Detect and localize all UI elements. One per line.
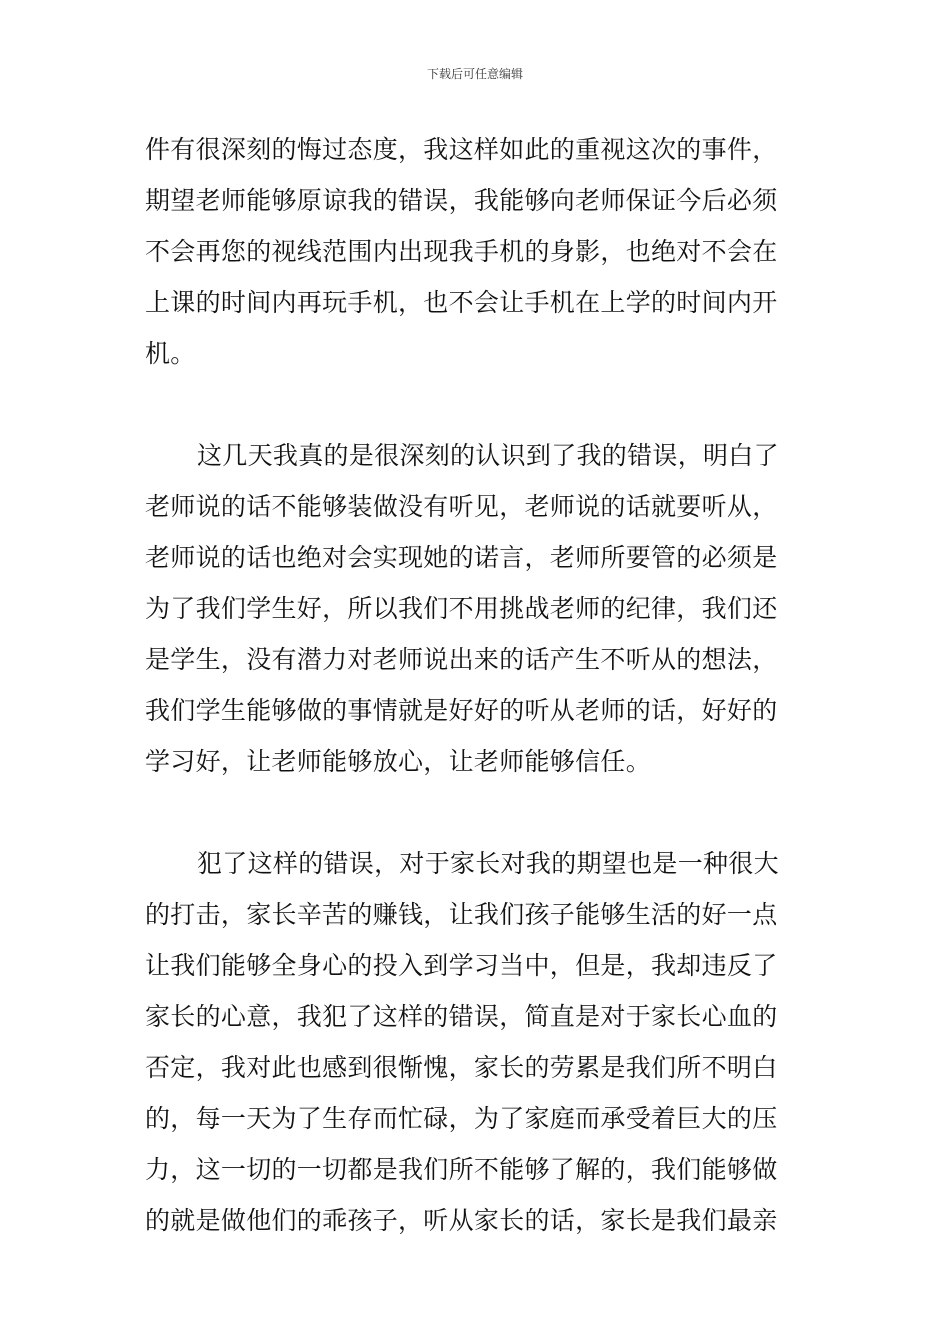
- text-line: 这几天我真的是很深刻的认识到了我的错误，明白了: [197, 441, 779, 470]
- text-line: 老师说的话不能够装做没有听见，老师说的话就要听从，: [145, 492, 778, 521]
- text-line: 的就是做他们的乖孩子，听从家长的话，家长是我们最亲: [145, 1206, 778, 1235]
- paragraph-2: [145, 430, 808, 787]
- text-line: 否定，我对此也感到很惭愧，家长的劳累是我们所不明白: [145, 1053, 778, 1082]
- text-line: 的，每一天为了生存而忙碌，为了家庭而承受着巨大的压: [145, 1104, 778, 1133]
- text-line: 学习好，让老师能够放心，让老师能够信任。: [145, 747, 652, 776]
- paragraph-3: [145, 838, 808, 1246]
- document-body: [145, 124, 808, 1246]
- text-line: 我们学生能够做的事情就是好好的听从老师的话，好好的: [145, 696, 778, 725]
- text-line: 的打击，家长辛苦的赚钱，让我们孩子能够生活的好一点: [145, 900, 778, 929]
- paragraph-1: [145, 124, 808, 379]
- page-header: 下载后可任意编辑: [426, 67, 523, 81]
- paragraph-spacer: [145, 379, 808, 430]
- paragraph-spacer: [145, 787, 808, 838]
- text-line: 不会再您的视线范围内出现我手机的身影，也绝对不会在: [145, 237, 778, 266]
- text-line: 让我们能够全身心的投入到学习当中，但是，我却违反了: [145, 951, 778, 980]
- text-line: 是学生，没有潜力对老师说出来的话产生不听从的想法，: [145, 645, 778, 674]
- text-line: 家长的心意，我犯了这样的错误，简直是对于家长心血的: [145, 1002, 778, 1031]
- text-line: 上课的时间内再玩手机，也不会让手机在上学的时间内开: [145, 288, 778, 317]
- text-line: 力，这一切的一切都是我们所不能够了解的，我们能够做: [145, 1155, 778, 1184]
- text-line: 件有很深刻的悔过态度，我这样如此的重视这次的事件，: [145, 135, 778, 164]
- text-line: 机。: [145, 339, 196, 368]
- text-line: 犯了这样的错误，对于家长对我的期望也是一种很大: [197, 849, 779, 878]
- text-line: 为了我们学生好，所以我们不用挑战老师的纪律，我们还: [145, 594, 778, 623]
- text-line: 期望老师能够原谅我的错误，我能够向老师保证今后必须: [145, 186, 778, 215]
- text-line: 老师说的话也绝对会实现她的诺言，老师所要管的必须是: [145, 543, 778, 572]
